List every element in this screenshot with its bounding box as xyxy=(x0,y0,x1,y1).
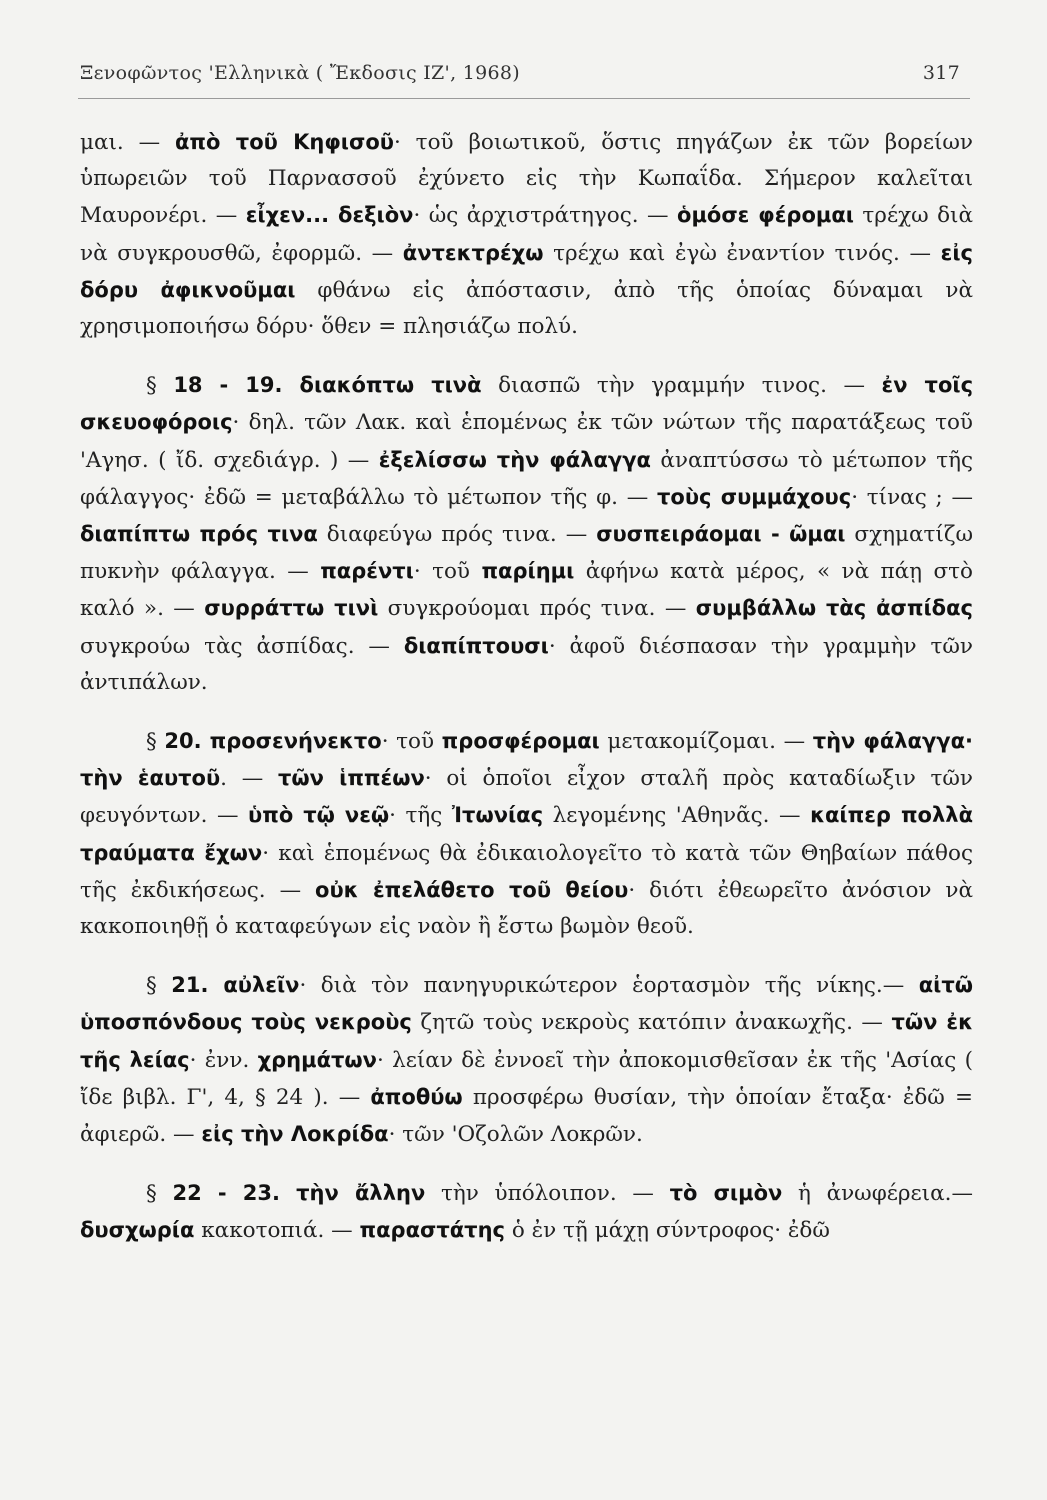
gloss: τρέχω καὶ ἐγὼ ἐναντίον τινός. — xyxy=(543,240,941,266)
gloss: τρέχω διὰ νὰ συγκρουσθῶ, ἐφορμῶ. — xyxy=(80,203,974,266)
paragraph xyxy=(80,124,973,345)
section-paragraph xyxy=(80,367,973,701)
gloss: κακοτοπιά. — xyxy=(194,1218,360,1244)
gloss: . — xyxy=(220,766,278,792)
header-title: Ξενοφῶντος 'Ελληνικὰ ( Ἔκδοσις ΙΖ', 1968) xyxy=(80,62,521,84)
lemma: οὐκ ἐπελάθετο τοῦ θείου xyxy=(315,877,629,902)
gloss: ζητῶ τοὺς νεκροὺς κατόπιν ἀνακωχῆς. — xyxy=(411,1010,892,1036)
gloss: σχηματίζω πυκνὴν φάλαγγα. — xyxy=(80,522,974,585)
gloss: ἡ ἀνωφέρεια.— xyxy=(782,1181,973,1207)
lemma: χρημάτων xyxy=(257,1047,377,1072)
gloss: φθάνω εἰς ἀπόστασιν, ἀπὸ τῆς ὁποίας δύναμαι νὰ χρησιμοποιήσω δόρυ· ὅθεν = πλησιάζω πολύ. xyxy=(80,277,973,340)
lemma: παραστάτης xyxy=(359,1218,505,1243)
lemma: τὴν φάλαγγα· τὴν ἑαυτοῦ xyxy=(80,729,973,791)
gloss: · τίνας ; — xyxy=(851,484,973,510)
gloss: διαφεύγω πρός τινα. — xyxy=(317,522,597,548)
gloss: · ἐνν. xyxy=(189,1047,258,1073)
page-number: 317 xyxy=(922,62,960,84)
gloss: τὴν ὑπόλοιπον. — xyxy=(425,1181,670,1207)
lemma: 21. αὐλεῖν xyxy=(171,973,300,998)
lemma: παρέντι xyxy=(320,559,414,584)
lemma: ἐν τοῖς σκευοφόροις xyxy=(80,373,974,435)
lemma: προσφέρομαι xyxy=(441,729,600,754)
lemma: συρράττω τινὶ xyxy=(204,596,379,621)
lemma: ὑπὸ τῷ νεῷ xyxy=(248,803,390,828)
lemma: εἶχεν... δεξιὸν xyxy=(245,203,414,228)
gloss: συγκρούω τὰς ἀσπίδας. — xyxy=(80,633,404,659)
gloss: · καὶ ἑπομένως θὰ ἐδικαιολογεῖτο τὸ κατὰ τῶν Θηβαίων πάθος τῆς ἐκδικήσεως. — xyxy=(80,840,973,903)
gloss: · λείαν δὲ ἐννοεῖ τὴν ἀποκομισθεῖσαν ἐκ τῆς 'Ασίας ( ἴδε βιβλ. Γ', 4, § 24 ). — xyxy=(80,1047,973,1110)
section-paragraph xyxy=(80,967,973,1153)
gloss: · διότι ἐθεωρεῖτο ἀνόσιον νὰ κακοποιηθῇ ὁ καταφεύγων εἰς ναὸν ἢ ἔστω βωμὸν θεοῦ. xyxy=(80,877,973,940)
lemma: Ἰτωνίας xyxy=(451,803,544,828)
lemma: δυσχωρία xyxy=(80,1218,195,1243)
lemma: ἀποθύω xyxy=(370,1084,463,1109)
gloss: μετακομίζομαι. — xyxy=(599,729,813,755)
lemma: εἰς τὴν Λοκρίδα xyxy=(201,1122,389,1147)
gloss: · ὡς ἀρχιστράτηγος. — xyxy=(413,203,678,229)
lemma: 20. προσενήνεκτο xyxy=(164,729,382,754)
commentary-text xyxy=(80,124,973,1250)
lemma: 22 - 23. τὴν ἄλλην xyxy=(172,1181,426,1206)
lemma: 18 - 19. διακόπτω τινὰ xyxy=(173,373,482,398)
lemma: ἐξελίσσω τὴν φάλαγγα xyxy=(378,447,651,472)
gloss: § xyxy=(146,373,174,399)
lemma: τὸ σιμὸν xyxy=(669,1181,783,1206)
gloss: ἀναπτύσσω τὸ μέτωπον τῆς φάλαγγος· ἐδῶ = μεταβάλλω τὸ μέτωπον τῆς φ. — xyxy=(80,447,974,510)
gloss: διασπῶ τὴν γραμμήν τινος. — xyxy=(481,373,882,399)
gloss: προσφέρω θυσίαν, τὴν ὁποίαν ἔταξα· ἐδῶ = ἀφιερῶ. — xyxy=(80,1084,973,1148)
gloss: · τοῦ xyxy=(413,559,482,585)
lemma: αἰτῶ ὑποσπόνδους τοὺς νεκροὺς xyxy=(80,973,973,1035)
gloss: · τοῦ βοιωτικοῦ, ὅστις πηγάζων ἐκ τῶν βορείων ὑπωρειῶν τοῦ Παρνασσοῦ ἐχύνετο εἰς τὴν Κωπαΐδα. Σήμερον καλεῖται Μαυρονέρι. — xyxy=(80,130,973,229)
gloss: · διὰ τὸν πανηγυρικώτερον ἑορτασμὸν τῆς νίκης.— xyxy=(299,973,919,999)
lemma: διαπίπτουσι xyxy=(403,633,549,658)
lemma: τοὺς συμμάχους xyxy=(657,484,852,509)
header-rule xyxy=(78,98,970,99)
lemma: παρίημι xyxy=(481,559,575,584)
gloss: · τοῦ xyxy=(381,729,442,755)
lemma: ἀντεκτρέχω xyxy=(402,240,544,265)
lemma: τῶν ἱππέων xyxy=(277,766,425,791)
gloss: μαι. — xyxy=(80,130,175,155)
lemma: εἰς δόρυ ἀφικνοῦμαι xyxy=(80,240,973,302)
gloss: · τῶν 'Οζολῶν Λοκρῶν. xyxy=(388,1122,643,1148)
gloss: ἀφήνω κατὰ μέρος, « νὰ πάῃ στὸ καλό ». — xyxy=(80,559,973,622)
lemma: ἀπὸ τοῦ Κηφισοῦ xyxy=(175,130,394,154)
lemma: καίπερ πολλὰ τραύματα ἔχων xyxy=(80,803,973,865)
lemma: ὁμόσε φέρομαι xyxy=(677,203,854,228)
gloss: · οἱ ὁποῖοι εἶχον σταλῆ πρὸς καταδίωξιν τῶν φευγόντων. — xyxy=(80,766,973,829)
gloss: · ἀφοῦ διέσπασαν τὴν γραμμὴν τῶν ἀντιπάλων. xyxy=(80,633,973,695)
gloss: · τῆς xyxy=(389,803,452,829)
gloss: · δηλ. τῶν Λακ. καὶ ἑπομένως ἐκ τῶν νώτων τῆς παρατάξεως τοῦ 'Αγησ. ( ἴδ. σχεδιάγρ. ) — xyxy=(80,410,973,473)
gloss: § xyxy=(146,973,172,999)
lemma: τῶν ἐκ τῆς λείας xyxy=(80,1010,973,1072)
lemma: συσπειράομαι - ῶμαι xyxy=(596,522,846,547)
running-header xyxy=(80,62,960,84)
gloss: συγκρούομαι πρός τινα. — xyxy=(378,596,696,622)
gloss: § xyxy=(146,1181,173,1207)
lemma: διαπίπτω πρός τινα xyxy=(80,522,318,547)
lemma: συμβάλλω τὰς ἀσπίδας xyxy=(695,596,973,621)
section-paragraph xyxy=(80,1175,973,1249)
section-paragraph xyxy=(80,723,973,945)
gloss: λεγομένης 'Αθηνᾶς. — xyxy=(543,803,811,829)
gloss: ὁ ἐν τῇ μάχῃ σύντροφος· ἐδῶ xyxy=(504,1218,830,1244)
gloss: § xyxy=(146,729,165,755)
